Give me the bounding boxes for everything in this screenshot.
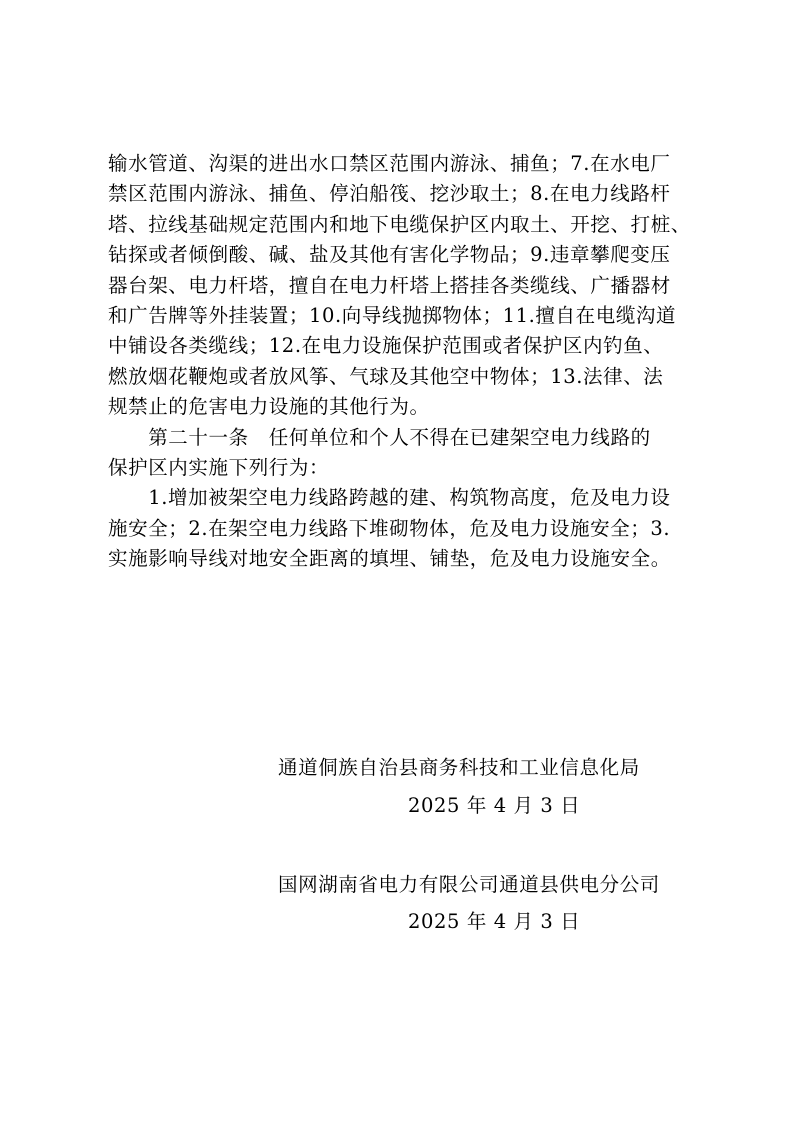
signature-date-2: 2025 年 4 月 3 日 (408, 910, 581, 933)
paragraph-line: 燃放烟花鞭炮或者放风筝、气球及其他空中物体；13.法律、法 (108, 364, 664, 388)
signature-organization-2: 国网湖南省电力有限公司通道县供电分公司 (278, 873, 660, 896)
signature-date-1: 2025 年 4 月 3 日 (408, 794, 581, 817)
paragraph-line: 实施影响导线对地安全距离的填埋、铺垫，危及电力设施安全。 (108, 547, 671, 571)
paragraph-line: 输水管道、沟渠的进出水口禁区范围内游泳、捕鱼；7.在水电厂 (108, 152, 671, 175)
paragraph-line: 施安全；2.在架空电力线路下堆砌物体，危及电力设施安全；3. (108, 516, 671, 540)
paragraph-line: 器台架、电力杆塔，擅自在电力杆塔上搭挂各类缆线、广播器材 (108, 273, 671, 297)
article-21-heading-line: 第二十一条 任何单位和个人不得在已建架空电力线路的 (108, 425, 651, 449)
signature-organization-1: 通道侗族自治县商务科技和工业信息化局 (278, 756, 640, 779)
paragraph-line: 钻探或者倾倒酸、碱、盐及其他有害化学物品；9.违章攀爬变压 (108, 243, 671, 267)
paragraph-line: 禁区范围内游泳、捕鱼、停泊船筏、挖沙取土；8.在电力线路杆 (108, 182, 671, 206)
regulation-body-text (108, 149, 698, 574)
paragraph-line: 规禁止的危害电力设施的其他行为。 (108, 395, 430, 419)
paragraph-line: 中铺设各类缆线；12.在电力设施保护范围或者保护区内钓鱼、 (108, 334, 664, 358)
paragraph-line: 塔、拉线基础规定范围内和地下电缆保护区内取土、开挖、打桩、 (108, 212, 691, 236)
paragraph-line: 保护区内实施下列行为： (108, 455, 330, 479)
paragraph-line: 和广告牌等外挂装置；10.向导线抛掷物体；11.擅自在电缆沟道 (108, 303, 677, 327)
paragraph-line: 1.增加被架空电力线路跨越的建、构筑物高度，危及电力设 (108, 486, 671, 510)
